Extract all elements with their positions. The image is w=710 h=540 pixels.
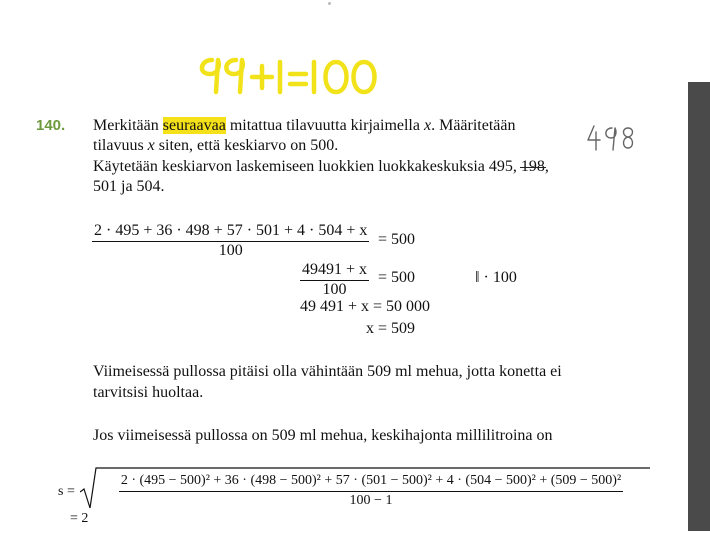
eq1-denominator: 100 bbox=[218, 242, 243, 259]
eq1-numerator: 2 · 495 + 36 · 498 + 57 · 501 + 4 · 504 + x bbox=[92, 222, 369, 242]
line2-pre: tilavuus bbox=[93, 137, 148, 154]
eq4: x = 509 bbox=[366, 320, 416, 337]
variable-x: x bbox=[147, 137, 155, 154]
eq2-rhs: = 500 bbox=[378, 269, 416, 286]
handwriting-498-sketch bbox=[586, 122, 638, 154]
handwritten-note-side bbox=[586, 122, 638, 154]
eq2-note: ‖ · 100 bbox=[475, 269, 517, 286]
highlighted-word: seuraavaa bbox=[162, 117, 226, 134]
decorative-dot bbox=[328, 2, 331, 5]
handwritten-note-top bbox=[196, 56, 382, 96]
line1-post: mitattua tilavuutta kirjaimella bbox=[225, 117, 424, 134]
line1-pre: Merkitään bbox=[93, 117, 163, 134]
problem-number: 140. bbox=[36, 117, 66, 134]
eq2-fraction bbox=[300, 261, 369, 299]
handwriting-sketch bbox=[196, 56, 382, 96]
struck-value: 198 bbox=[520, 158, 545, 175]
paragraph-1-line-1: Viimeisessä pullossa pitäisi olla vähintään 509 ml mehua, jotta konetta ei bbox=[93, 363, 562, 380]
paragraph-2: Jos viimeisessä pullossa on 509 ml mehua, keskihajonta millilitroina on bbox=[93, 427, 553, 444]
problem-line-4 bbox=[93, 177, 165, 197]
std-denominator: 100 − 1 bbox=[349, 493, 393, 508]
paragraph-1-line-2: tarvitsisi huoltaa. bbox=[93, 384, 204, 401]
problem-line-2 bbox=[93, 136, 338, 156]
line1-end: . Määritetään bbox=[431, 117, 516, 134]
eq2-numerator: 49491 + x bbox=[300, 261, 369, 281]
eq3: 49 491 + x = 50 000 bbox=[300, 298, 431, 315]
line2-post: siten, että keskiarvo on 500. bbox=[154, 137, 339, 154]
std-numerator: 2 · (495 − 500)² + 36 · (498 − 500)² + 57 · (501 − 500)² + 4 · (504 − 500)² + (509 − 500)² bbox=[119, 472, 623, 492]
line4-text: 501 ja 504. bbox=[93, 178, 165, 195]
line3-pre: Käytetään keskiarvon laskemiseen luokkien luokkakeskuksia 495, bbox=[93, 158, 521, 175]
std-lhs: s = bbox=[58, 484, 75, 499]
variable-x: x bbox=[423, 117, 432, 134]
vertical-scrollbar[interactable] bbox=[688, 82, 710, 531]
eq2-denominator: 100 bbox=[322, 281, 347, 298]
std-fraction bbox=[95, 472, 647, 510]
problem-line-3 bbox=[93, 157, 549, 177]
eq1-rhs: = 500 bbox=[378, 231, 416, 248]
eq1-fraction bbox=[92, 222, 369, 260]
problem-line-1 bbox=[93, 116, 516, 136]
line3-post: , bbox=[544, 158, 549, 175]
std-result: = 2 bbox=[70, 511, 89, 526]
